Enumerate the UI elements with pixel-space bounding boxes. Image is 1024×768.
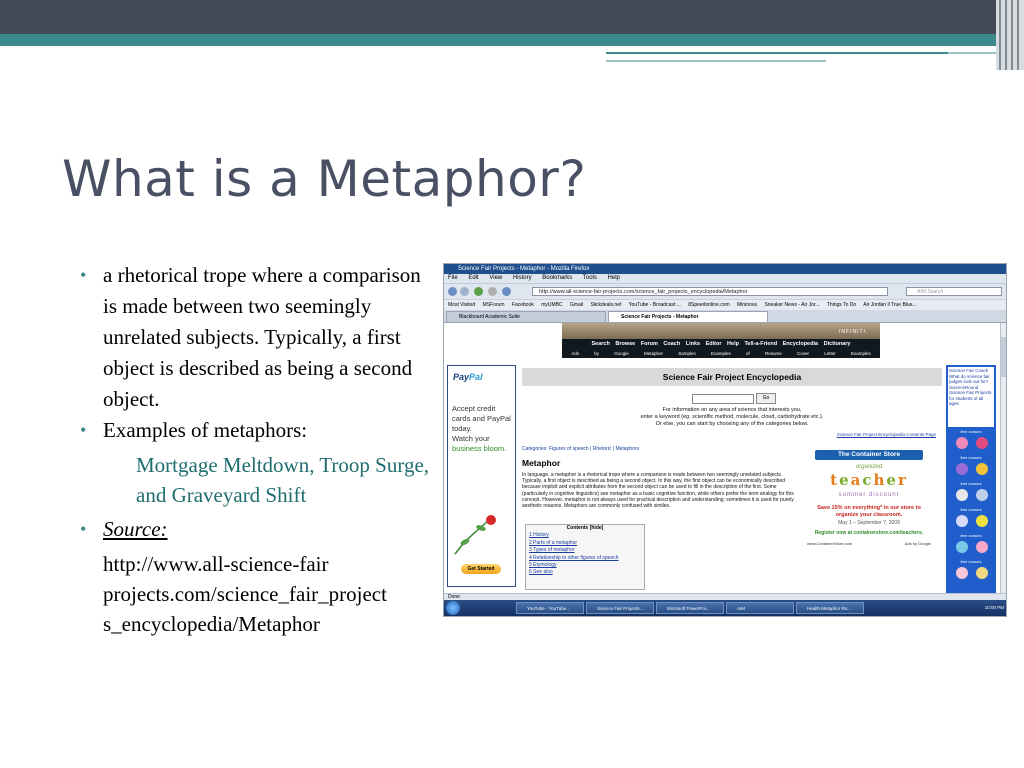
go-button[interactable]: Go [756, 393, 776, 404]
slide-corner-decoration [996, 0, 1024, 70]
free-cursors-ad[interactable] [948, 481, 994, 505]
toc-item[interactable]: 5 Etymology [529, 562, 557, 569]
menu-help[interactable]: Help [607, 275, 620, 281]
back-icon[interactable] [448, 287, 457, 296]
ad-save-offer: Save 15% on everything* in our store to organize your classroom. [817, 505, 921, 518]
ad-footer [807, 541, 931, 546]
navigation-toolbar [444, 283, 1006, 300]
cursor-icon [956, 567, 968, 579]
cursor-icon [976, 437, 988, 449]
ads-by-google[interactable]: Ads by Google [904, 541, 931, 546]
taskbar-item[interactable]: AIM [726, 602, 794, 614]
cursor-icon [976, 541, 988, 553]
examples-text: Mortgage Meltdown, Troop Surge, and Graveyard Shift [136, 453, 430, 507]
bookmark-item[interactable]: Air Jordan ll True Blue... [863, 302, 917, 308]
ad-dates: May 1 – September 7, 2009 [838, 520, 900, 526]
cursor-icon [956, 489, 968, 501]
encyclopedia-info: For information on any area of science that interests you, enter a keyword (eg. scientific method, molecule, cloud, carbohydrate etc.). Or else, you can start by choosing any of the categories below. [640, 407, 824, 427]
ad-summer-discount: summer discount [838, 492, 900, 498]
toc-item[interactable]: 6 See also [529, 569, 553, 576]
reload-icon[interactable] [474, 287, 483, 296]
menu-history[interactable]: History [512, 275, 532, 281]
bookmark-item[interactable]: YouTube - Broadcast ... [628, 302, 681, 308]
cursor-icon [976, 489, 988, 501]
paypal-ad[interactable] [447, 365, 516, 587]
scrollbar-thumb[interactable] [1001, 337, 1006, 377]
cursor-icon [976, 463, 988, 475]
banner-brand: INFINITI. [839, 329, 869, 335]
site-search-input[interactable] [692, 394, 754, 404]
menu-file[interactable]: File [448, 275, 458, 281]
ad-url[interactable]: www.ContainerStore.com [807, 541, 853, 546]
free-cursors-label: free cursors [960, 455, 982, 460]
bookmark-item[interactable]: Sneaker News - Air Jor... [764, 302, 820, 308]
ad-register[interactable]: Register now at containerstore.com/teachers. [814, 530, 924, 536]
url-input[interactable]: http://www.all-science-fair-projects.com/science_fair_projects_encyclopedia/Metaphor [532, 287, 888, 296]
window-title-bar: Science Fair Projects - Metaphor - Mozilla Firefox [444, 264, 1006, 274]
article-text: In language, a metaphor is a rhetorical trope where a comparison is made between two seemingly unrelated subjects. Typically, a first object is described as being a second object. In this way, the first object can be economically described because implicit and explicit attributes from the second object can be used to fill in the description of the first. Some (particularly in cognitive linguistics) see metaphor as a basic cognitive function, while others prefer the term analogy for this concept. However, metaphor is not always used for practical description and understanding; sometimes it is used for purely aesthetic reasons. Metaphors are commonly confused with similes. [522, 472, 794, 510]
bookmark-item[interactable]: Things To Do [826, 302, 857, 308]
container-store-ad[interactable] [807, 450, 937, 560]
site-banner [562, 323, 880, 339]
web-page [444, 323, 1000, 593]
free-cursors-ad[interactable] [948, 429, 994, 453]
bookmark-item[interactable]: Facebook [511, 302, 534, 308]
taskbar-item[interactable]: YouTube - YouTube... [516, 602, 584, 614]
bullet-dot: • [80, 519, 87, 539]
cursor-icon [956, 437, 968, 449]
cursor-icon [976, 515, 988, 527]
free-cursors-ad[interactable] [948, 455, 994, 479]
slide-body [76, 260, 436, 639]
sidebar-links[interactable]: Science Fair Coach What do science fair judges look out for? ScienceRound Science Fair Projects for students of all ages [948, 367, 994, 427]
site-subnav[interactable]: Ads by Google Metaphor Samples Examples of Resume Cover Letter Examples C++ Examples [562, 349, 880, 358]
start-button-icon[interactable] [446, 601, 460, 615]
free-cursors-label: free cursors [960, 429, 982, 434]
site-nav[interactable]: Search Browse Forum Coach Links Editor Help Tell-a-Friend Encyclopedia Dictionary [562, 339, 880, 349]
menu-bar [444, 274, 1006, 283]
toc-item[interactable]: 3 Types of metaphor [529, 547, 575, 554]
toc-item[interactable]: 1 History [529, 532, 549, 539]
ad-teacher: teacher [830, 471, 908, 489]
bullet-text: a rhetorical trope where a comparison is made between two seemingly unrelated subjects. Typically, a first object is described as being a second object. [103, 263, 421, 411]
bullet-definition [76, 260, 436, 415]
forward-icon[interactable] [460, 287, 469, 296]
bookmark-item[interactable]: Most Visited [448, 302, 476, 308]
toc-heading[interactable]: Contents [hide] [566, 525, 604, 531]
bookmark-item[interactable]: Mininova [737, 302, 758, 308]
home-icon[interactable] [502, 287, 511, 296]
tab-science-fair[interactable]: Science Fair Projects - Metaphor [608, 311, 768, 322]
slide-teal-band [0, 34, 1024, 46]
article-title: Metaphor [522, 458, 561, 468]
right-sidebar [946, 365, 996, 593]
cursor-icon [956, 541, 968, 553]
tab-blackboard[interactable]: Blackboard Academic Suite [446, 311, 606, 322]
toc-item[interactable]: 4 Relationship to other figures of speech [529, 554, 619, 561]
paypal-ad-text: Accept credit cards and PayPal today. Watch your business bloom. [452, 404, 511, 453]
encyclopedia-content [522, 368, 942, 588]
paypal-logo: PayPal [453, 372, 483, 382]
bullet-dot: • [80, 420, 87, 440]
search-input[interactable]: AIM Search [906, 287, 1002, 296]
taskbar-item[interactable]: Science Fair Projects... [586, 602, 654, 614]
menu-bookmarks[interactable]: Bookmarks [542, 275, 573, 281]
cursor-icon [956, 463, 968, 475]
free-cursors-ad[interactable] [948, 507, 994, 531]
stop-icon[interactable] [488, 287, 497, 296]
bullet-source [76, 514, 436, 545]
table-of-contents [525, 524, 645, 590]
contents-page-link[interactable]: Science Fair Project Encyclopedia Contents Page [836, 432, 936, 437]
bullet-dot: • [80, 265, 87, 285]
bookmark-item[interactable]: MSForum [482, 302, 505, 308]
bookmarks-toolbar [444, 299, 1006, 310]
windows-taskbar [444, 600, 1006, 616]
system-clock[interactable]: 10:00 PM [984, 605, 1004, 610]
cursor-icon [956, 515, 968, 527]
menu-view[interactable]: View [489, 275, 503, 281]
categories-links[interactable]: Categories: Figures of speech | Rhetoric | Metaphors [522, 446, 640, 452]
free-cursors-label: free cursors [960, 533, 982, 538]
bookmark-item[interactable]: Gmail [570, 302, 584, 308]
bookmark-item[interactable]: 8Speedonline.com [688, 302, 730, 308]
flower-vine-icon [453, 506, 508, 556]
tab-strip [444, 310, 1006, 323]
slide-top-band [0, 0, 1024, 34]
menu-tools[interactable]: Tools [582, 275, 597, 281]
taskbar-item[interactable]: Microsoft PowerPoi... [656, 602, 724, 614]
status-bar: Done [444, 593, 1006, 600]
bullet-text: Examples of metaphors: [103, 418, 308, 442]
browser-screenshot [443, 263, 1007, 617]
bookmark-item[interactable]: myUMBC [541, 302, 563, 308]
cursor-icon [976, 567, 988, 579]
free-cursors-label: free cursors [960, 507, 982, 512]
free-cursors-label: free cursors [960, 481, 982, 486]
slide-title: What is a Metaphor? [62, 150, 587, 208]
slide-decorative-lines [606, 46, 1024, 70]
toc-item[interactable]: 2 Parts of a metaphor [529, 539, 578, 546]
encyclopedia-heading: Science Fair Project Encyclopedia [522, 368, 942, 386]
menu-edit[interactable]: Edit [468, 275, 479, 281]
free-cursors-ad[interactable] [948, 559, 994, 583]
vertical-scrollbar[interactable] [1000, 323, 1007, 593]
free-cursors-label: free cursors [960, 559, 982, 564]
taskbar-item[interactable]: Health Metaphor Ro... [796, 602, 864, 614]
ad-organized: organized [855, 464, 883, 470]
source-label: Source: [103, 517, 168, 541]
get-started-button[interactable]: Get Started [461, 564, 501, 574]
source-url: http://www.all-science-fair projects.com/science_fair_project s_encyclopedia/Metaphor [103, 552, 387, 636]
container-store-logo: The Container Store [815, 450, 923, 460]
free-cursors-ad[interactable] [948, 533, 994, 557]
bookmark-item[interactable]: Slickdeals.net [590, 302, 622, 308]
bullet-examples [76, 415, 436, 446]
